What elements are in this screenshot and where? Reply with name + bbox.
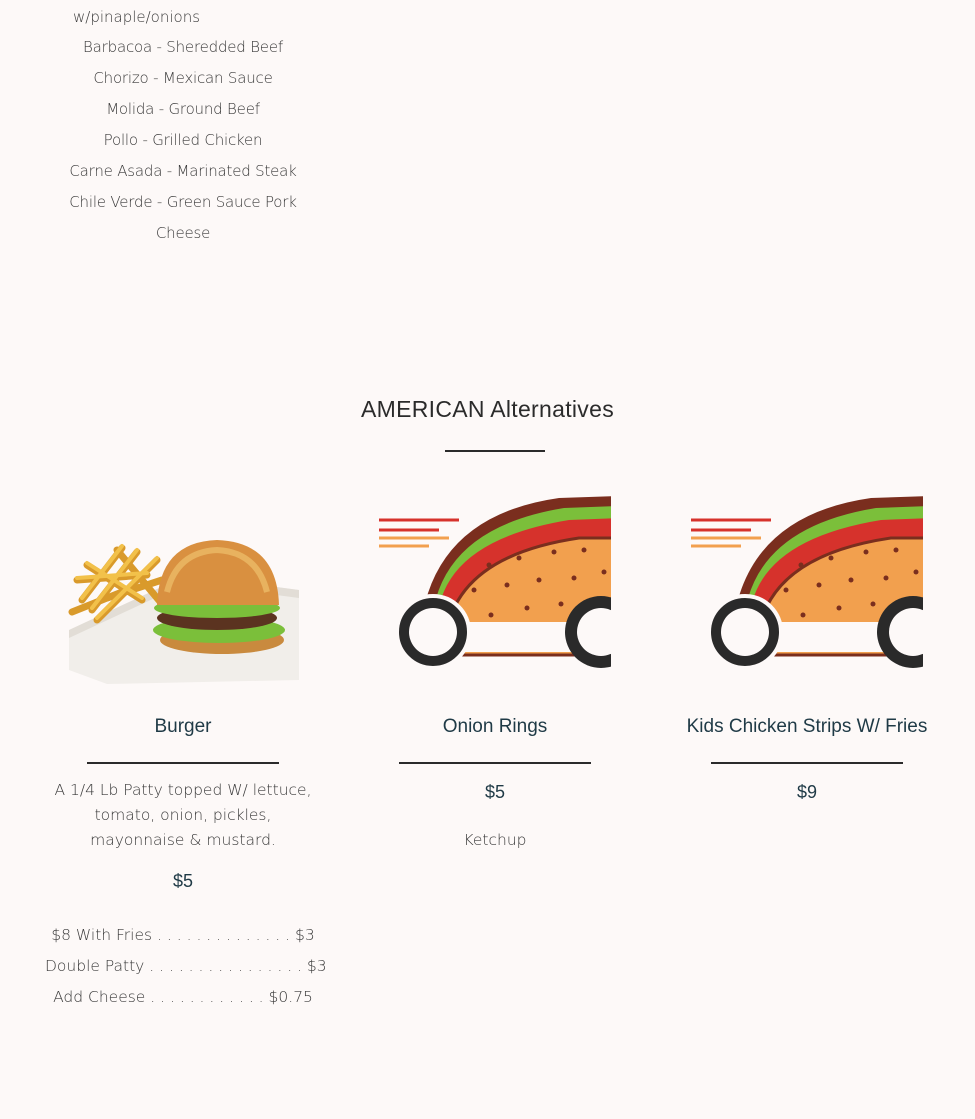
item-price: $9 <box>796 782 818 802</box>
item-name: Burger <box>154 716 212 737</box>
taco-truck-image <box>379 480 611 684</box>
extra-row <box>45 951 327 982</box>
item-description: A 1/4 Lb Patty topped W/ lettuce, tomato, onion, pickles, mayonnaise & mustard. <box>54 781 312 849</box>
filling-item: Molida - Ground Beef <box>106 100 260 118</box>
item-price: $5 <box>484 782 506 802</box>
extra-row <box>45 920 321 951</box>
item-divider <box>87 762 279 764</box>
fillings-list <box>50 32 316 249</box>
filling-item: Barbacoa - Sheredded Beef <box>83 38 283 56</box>
item-divider <box>711 762 903 764</box>
filling-item: Pollo - Grilled Chicken <box>103 131 263 149</box>
extra-label: Double Patty <box>45 957 145 975</box>
extra-dots: . . . . . . . . . . . . . . . . <box>144 957 307 975</box>
filling-item: Chile Verde - Green Sauce Pork <box>69 193 297 211</box>
extra-price: $3 <box>306 957 327 975</box>
extra-label: Add Cheese <box>53 988 146 1006</box>
burger-fries-image <box>67 480 299 684</box>
extra-price: $3 <box>295 926 315 944</box>
filling-item: Cheese <box>155 224 211 242</box>
burger-fries-photo[interactable] <box>67 480 299 684</box>
item-extras <box>45 920 327 1013</box>
menu-card-burger <box>45 480 327 1013</box>
filling-item: Carne Asada - Marinated Steak <box>69 162 297 180</box>
item-price: $5 <box>172 871 194 891</box>
filling-item-partial: w/pinaple/onions <box>73 8 201 26</box>
extra-row <box>45 982 321 1013</box>
title-divider <box>445 450 545 452</box>
extra-price: $0.75 <box>268 988 313 1006</box>
item-name: Kids Chicken Strips W/ Fries <box>686 716 928 737</box>
extra-dots: . . . . . . . . . . . . <box>145 988 269 1006</box>
extra-dots: . . . . . . . . . . . . . . <box>152 926 295 944</box>
menu-card-onion-rings <box>357 480 633 849</box>
taco-truck-logo[interactable] <box>691 480 923 684</box>
taco-truck-logo[interactable] <box>379 480 611 684</box>
section-title: AMERICAN Alternatives <box>361 396 614 422</box>
extra-label: $8 With Fries <box>51 926 153 944</box>
filling-item: Chorizo - Mexican Sauce <box>93 69 273 87</box>
menu-card-kids-chicken-strips <box>669 480 945 803</box>
item-note: Ketchup <box>463 831 527 849</box>
item-name: Onion Rings <box>442 716 548 737</box>
taco-truck-image <box>691 480 923 684</box>
item-divider <box>399 762 591 764</box>
